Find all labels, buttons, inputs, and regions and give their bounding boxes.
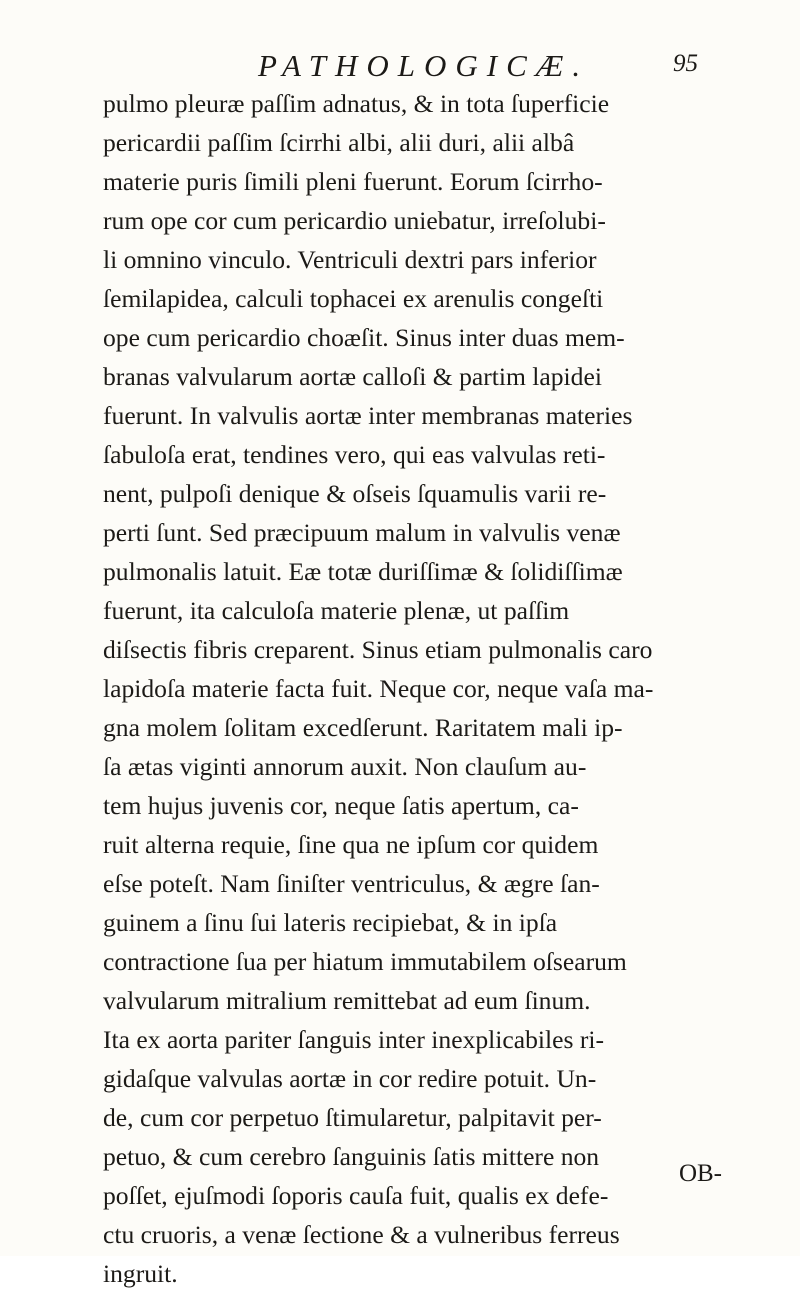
- text-line: ingruit.: [103, 1259, 178, 1288]
- text-line: fuerunt. In valvulis aortæ inter membranas materies: [103, 401, 633, 430]
- text-line: ſemilapidea, calculi tophacei ex arenulis congeſti: [103, 284, 604, 313]
- text-line: contractione ſua per hiatum immutabilem oſsearum: [103, 947, 627, 976]
- text-line: ope cum pericardio choæſit. Sinus inter duas mem-: [103, 323, 625, 352]
- text-line: eſse poteſt. Nam ſiniſter ventriculus, & ægre ſan-: [103, 869, 600, 898]
- text-line: de, cum cor perpetuo ſtimularetur, palpitavit per-: [103, 1103, 602, 1132]
- page-header: [258, 48, 698, 88]
- text-line: ruit alterna requie, ſine qua ne ipſum cor quidem: [103, 830, 599, 859]
- text-line: nent, pulpoſi denique & oſseis ſquamulis varii re-: [103, 479, 607, 508]
- text-line: branas valvularum aortæ calloſi & partim lapidei: [103, 362, 602, 391]
- text-line: guinem a ſinu ſui lateris recipiebat, & in ipſa: [103, 908, 558, 937]
- text-line: ctu cruoris, a venæ ſectione & a vulneribus ferreus: [103, 1220, 620, 1249]
- text-line: perti ſunt. Sed præcipuum malum in valvulis venæ: [103, 518, 621, 547]
- text-line: ſa ætas viginti annorum auxit. Non clauſum au-: [103, 752, 587, 781]
- running-head: PATHOLOGICÆ.: [258, 48, 590, 83]
- text-line: li omnino vinculo. Ventriculi dextri pars inferior: [103, 245, 597, 274]
- catchword: OB-: [678, 1160, 722, 1187]
- text-line: fuerunt, ita calculoſa materie plenæ, ut paſſim: [103, 596, 570, 625]
- text-line: rum ope cor cum pericardio uniebatur, irreſolubi-: [103, 206, 606, 235]
- text-line: poſſet, ejuſmodi ſoporis cauſa fuit, qualis ex defe-: [103, 1181, 609, 1210]
- text-line: pericardii paſſim ſcirrhi albi, alii duri, alii albâ: [103, 128, 575, 157]
- text-line: materie puris ſimili pleni fuerunt. Eorum ſcirrho-: [103, 167, 603, 196]
- text-line: valvularum mitralium remittebat ad eum ſinum.: [103, 986, 591, 1015]
- text-line: pulmo pleuræ paſſim adnatus, & in tota ſuperficie: [103, 89, 610, 118]
- body-text: [103, 84, 703, 1293]
- text-line: Ita ex aorta pariter ſanguis inter inexplicabiles ri-: [103, 1025, 605, 1054]
- text-line: diſsectis fibris creparent. Sinus etiam pulmonalis caro: [103, 635, 653, 664]
- text-line: gidaſque valvulas aortæ in cor redire potuit. Un-: [103, 1064, 597, 1093]
- page-number: 95: [673, 50, 698, 77]
- text-line: ſabuloſa erat, tendines vero, qui eas valvulas reti-: [103, 440, 606, 469]
- text-line: petuo, & cum cerebro ſanguinis ſatis mittere non: [103, 1142, 600, 1171]
- text-line: lapidoſa materie facta fuit. Neque cor, neque vaſa ma-: [103, 674, 654, 703]
- text-line: tem hujus juvenis cor, neque ſatis apertum, ca-: [103, 791, 579, 820]
- text-line: gna molem ſolitam excedſerunt. Raritatem mali ip-: [103, 713, 623, 742]
- text-line: pulmonalis latuit. Eæ totæ duriſſimæ & ſolidiſſimæ: [103, 557, 623, 586]
